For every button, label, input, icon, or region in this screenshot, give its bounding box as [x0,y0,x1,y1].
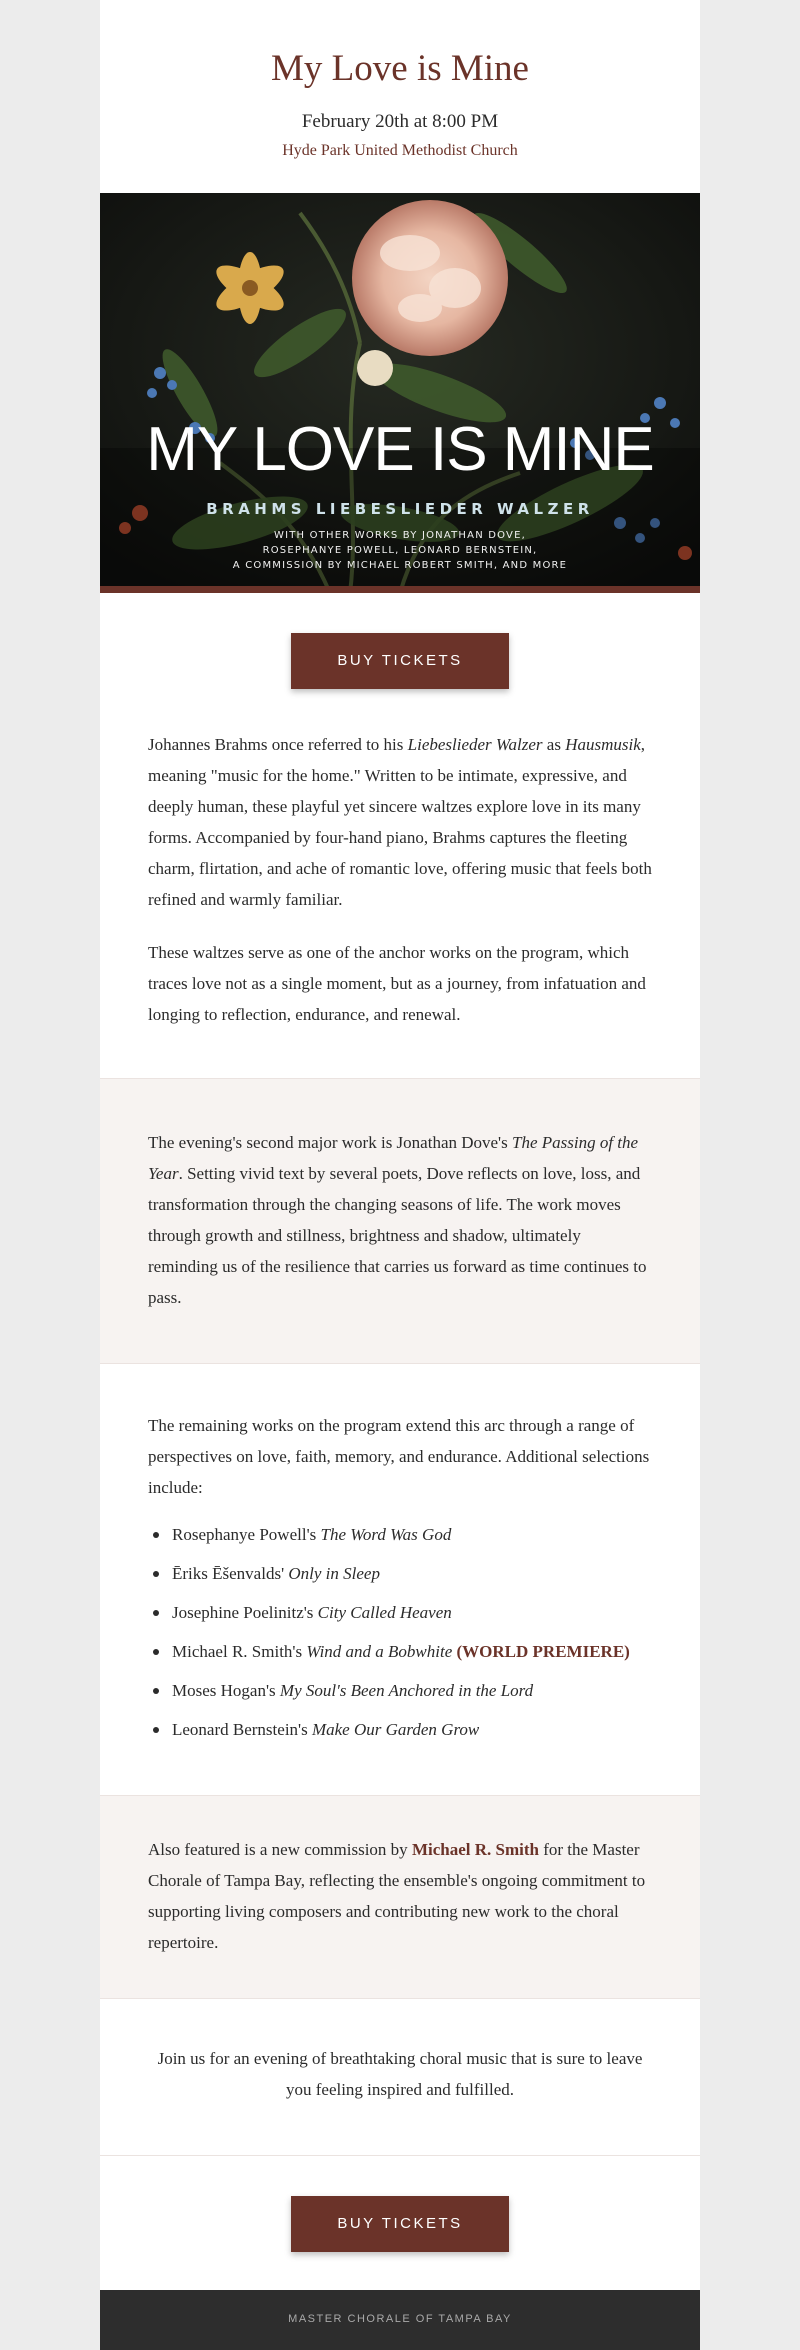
work-title: Wind and a Bobwhite [306,1642,453,1661]
header [100,0,700,193]
email-container [100,0,700,2350]
list-item [148,1714,652,1753]
cta-top [100,593,700,689]
hero-credits-line: WITH OTHER WORKS BY JONATHAN DOVE, [273,530,526,541]
list-item [148,1519,652,1558]
footer: MASTER CHORALE OF TAMPA BAY [100,2290,700,2350]
term: Hausmusik [565,735,641,754]
hero-accent-strip [100,586,700,593]
text: , meaning "music for the home." Written to be intimate, expressive, and deeply human, these playful yet sincere waltzes explore love in its many forms. Accompanied by four-hand piano, Brahms captures the fleeting charm, flirtation, and ache of romantic love, offering music that feels both refined and warmly familiar. [148,735,652,909]
composer: Leonard Bernstein's [172,1720,312,1739]
hero-title: MY LOVE IS MINE [146,415,654,484]
text: as [542,735,566,754]
event-date: February 20th at 8:00 PM [301,111,499,132]
text: Johannes Brahms once referred to his [148,735,408,754]
list-item [148,1597,652,1636]
text: . Setting vivid text by several poets, Dove reflects on love, loss, and transformation through the changing seasons of life. The work moves through growth and stillness, brightness and shadow, ultimately reminding us of the resilience that carries us forward as time continues to pass. [148,1164,647,1307]
commission-paragraph [148,1834,652,1958]
work-title: City Called Heaven [317,1603,452,1622]
hero-credits-line: ROSEPHANYE POWELL, LEONARD BERNSTEIN, [262,545,538,556]
composer: Moses Hogan's [172,1681,280,1700]
commission-section [100,1795,700,1999]
intro-paragraph: These waltzes serve as one of the anchor works on the program, which traces love not as a single moment, but as a journey, from infatuation and longing to reflection, endurance, and renewal. [148,943,646,1024]
list-item [148,1636,652,1675]
text: The evening's second major work is Jonathan Dove's [148,1133,512,1152]
text: for the Master Chorale of Tampa Bay, reflecting the ensemble's ongoing commitment to supporting living composers and contributing new work to the choral repertoire. [148,1840,646,1952]
program-section [100,1364,700,1795]
cta-bottom [100,2156,700,2252]
work-title: Only in Sleep [288,1564,380,1583]
works-list [148,1519,652,1753]
hero-banner [100,193,700,593]
work-title: Make Our Garden Grow [311,1720,480,1739]
closing-section [100,1999,700,2156]
premiere-badge: (WORLD PREMIERE) [456,1642,630,1661]
event-venue: Hyde Park United Methodist Church [282,142,518,159]
composer: Rosephanye Powell's [172,1525,321,1544]
composer: Josephine Poelinitz's [172,1603,318,1622]
composer: Michael R. Smith's [172,1642,307,1661]
work-title: The Word Was God [320,1525,452,1544]
list-item [148,1558,652,1597]
hero-credits-line: A COMMISSION BY MICHAEL ROBERT SMITH, AND MORE [232,560,568,571]
work-title: Liebeslieder Walzer [407,735,543,754]
list-item [148,1675,652,1714]
intro-section [100,689,700,1078]
dove-section [100,1078,700,1364]
dove-paragraph [148,1127,652,1313]
buy-tickets-button[interactable]: BUY TICKETS [291,633,509,689]
intro-paragraph [148,729,652,915]
composer-name: Michael R. Smith [411,1840,539,1859]
closing-paragraph: Join us for an evening of breathtaking choral music that is sure to leave you feeling inspired and fulfilled. [157,2049,643,2099]
hero-credits [100,528,700,573]
buy-tickets-button[interactable]: BUY TICKETS [291,2196,509,2252]
page-title: My Love is Mine [271,48,529,89]
composer: Ēriks Ēšenvalds' [172,1564,289,1583]
text: Also featured is a new commission by [148,1840,412,1859]
program-intro: The remaining works on the program extend this arc through a range of perspectives on love, faith, memory, and endurance. Additional selections include: [148,1416,650,1497]
hero-subtitle: BRAHMS LIEBESLIEDER WALZER [206,500,594,518]
work-title: The Passing of the Year [148,1133,639,1183]
work-title: My Soul's Been Anchored in the Lord [279,1681,534,1700]
